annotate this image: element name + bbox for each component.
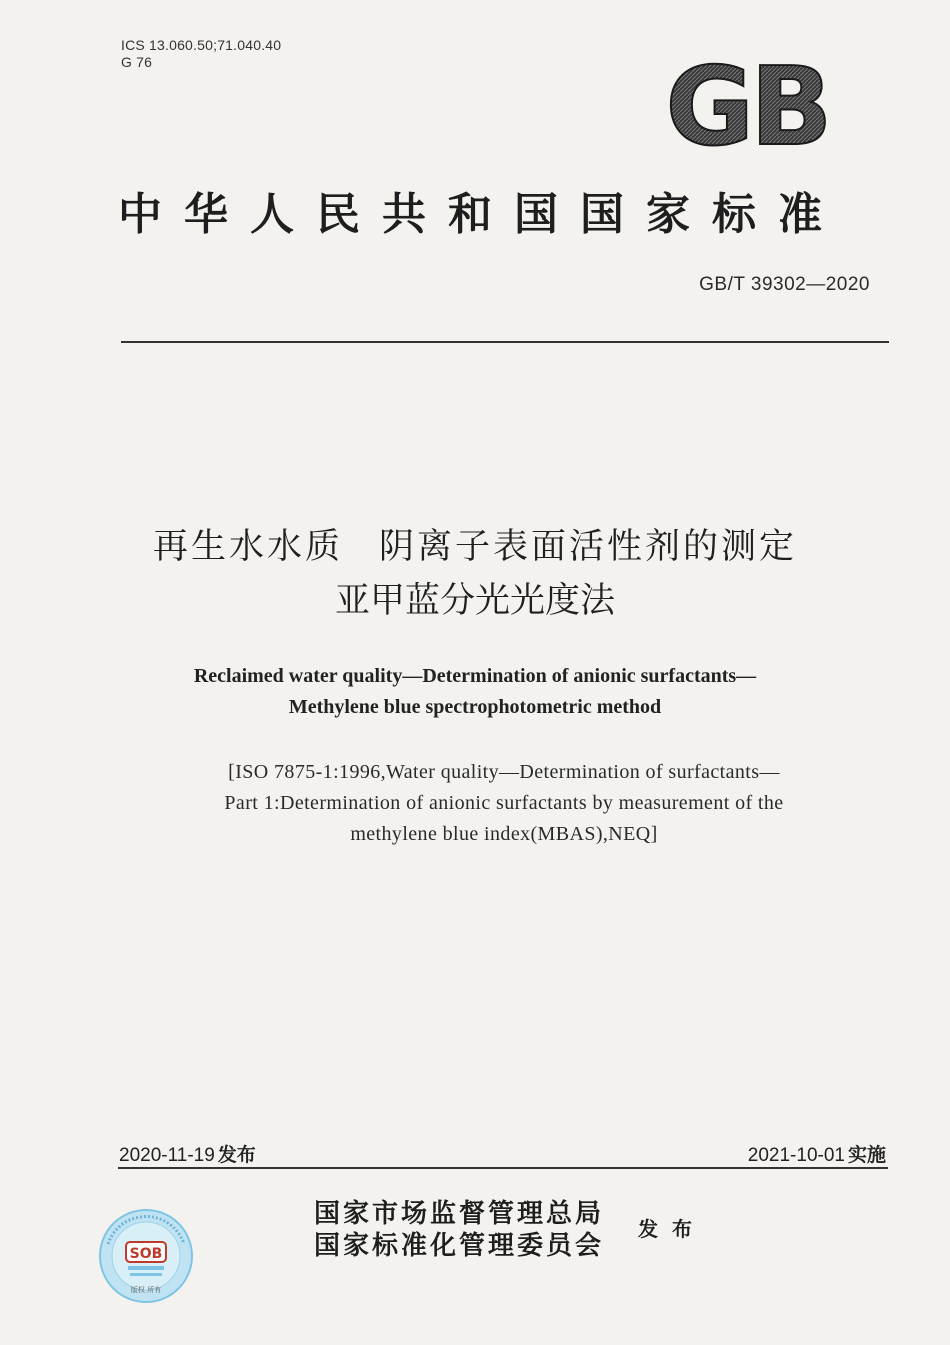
english-title-line2: Methylene blue spectrophotometric method xyxy=(288,696,662,718)
chinese-title xyxy=(0,520,950,628)
implementation-date-value: 2021-10-01 xyxy=(747,1145,845,1166)
seal-logo: SOB xyxy=(129,1246,163,1262)
ccs-code: G 76 xyxy=(121,54,153,70)
iso-reference xyxy=(0,757,950,850)
ics-classification xyxy=(121,37,281,71)
iso-reference-line2: Part 1:Determination of anionic surfactants by measurement of the xyxy=(224,792,784,814)
iso-reference-line3: methylene blue index(MBAS),NEQ] xyxy=(350,823,658,845)
standard-number: GB/T 39302—2020 xyxy=(699,274,870,295)
english-title xyxy=(0,661,950,723)
national-standard-title: 中华人民共和国国家标准 xyxy=(118,189,844,240)
gb-logo xyxy=(652,56,842,154)
copyright-seal xyxy=(98,1208,194,1304)
implementation-date xyxy=(748,1140,886,1167)
issue-date-value: 2020-11-19 xyxy=(119,1145,215,1166)
chinese-title-line1 xyxy=(0,520,950,574)
footer-divider xyxy=(118,1167,888,1169)
issuer-sac: 国家标准化管理委员会 xyxy=(314,1231,605,1261)
english-title-line1: Reclaimed water quality—Determination of anionic surfactants— xyxy=(193,665,757,687)
iso-reference-line1: [ISO 7875-1:1996,Water quality—Determination of surfactants— xyxy=(228,761,780,783)
chinese-title-part1: 再生水水质 xyxy=(152,527,343,567)
ics-code: ICS 13.060.50;71.040.40 xyxy=(121,37,282,53)
chinese-title-line2: 亚甲蓝分光光度法 xyxy=(334,581,615,621)
implementation-label: 实施 xyxy=(847,1144,886,1166)
header-divider xyxy=(121,341,889,343)
issuing-authorities xyxy=(314,1198,604,1262)
gb-logo-text: GB xyxy=(665,56,829,154)
issue-date xyxy=(119,1140,256,1167)
issue-label: 发布 xyxy=(217,1144,256,1166)
chinese-title-part2: 阴离子表面活性剂的测定 xyxy=(379,527,798,567)
publish-label: 发布 xyxy=(638,1217,706,1241)
seal-caption: 版权 所有 xyxy=(130,1286,162,1294)
issuer-samr: 国家市场监督管理总局 xyxy=(314,1199,605,1229)
